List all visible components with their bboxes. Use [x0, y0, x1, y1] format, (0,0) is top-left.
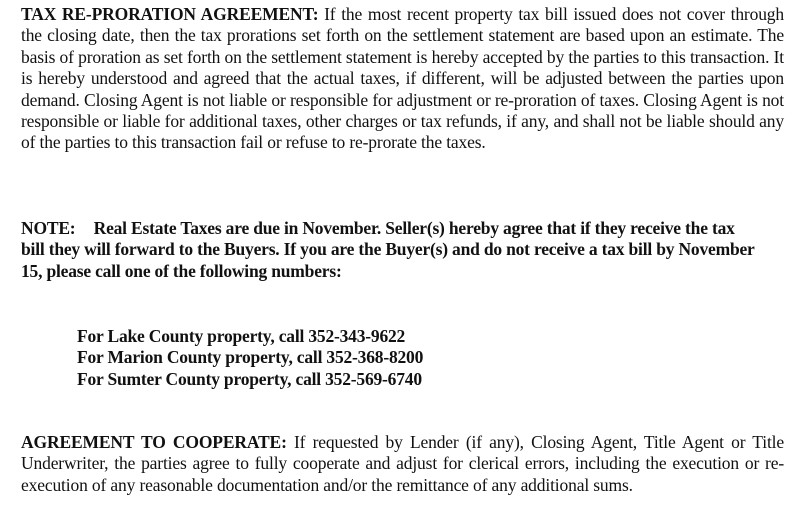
cooperate-paragraph: [21, 432, 784, 496]
cooperate-heading: AGREEMENT TO COOPERATE:: [21, 432, 287, 452]
phone-line-marion: For Marion County property, call 352-368-8200: [77, 347, 424, 368]
tax-reproration-body: If the most recent property tax bill issued does not cover through the closing date, then the tax prorations set forth on the settlement statement are based upon an estimate. The basis of proration as set forth on the settlement statement is hereby accepted by the parties to this transaction. It is hereby understood and agreed that the actual taxes, if different, will be adjusted between the parties upon demand. Closing Agent is not liable or responsible for adjustment or re-proration of taxes. Closing Agent is not responsible or liable for additional taxes, other charges or tax refunds, if any, and shall not be liable should any of the parties to this transaction fail or refuse to re-prorate the taxes.: [21, 4, 784, 153]
phone-list: [21, 326, 784, 390]
cooperate-body: If requested by Lender (if any), Closing Agent, Title Agent or Title Underwriter, the parties agree to fully cooperate and adjust for clerical errors, including the execution or re-execution of any reasonable documentation and/or the remittance of any additional sums.: [21, 432, 784, 495]
note-paragraph: [21, 218, 760, 282]
tax-reproration-heading: TAX RE-PRORATION AGREEMENT:: [21, 4, 319, 24]
note-body: Real Estate Taxes are due in November. Seller(s) hereby agree that if they receive the tax bill they will forward to the Buyers. If you are the Buyer(s) and do not receive a tax bill by November 15, please call one of the following numbers:: [21, 218, 755, 281]
phone-line-lake: For Lake County property, call 352-343-9622: [77, 326, 406, 346]
note-label: NOTE:: [21, 218, 76, 238]
phone-line-sumter: For Sumter County property, call 352-569-6740: [77, 368, 422, 389]
tax-reproration-paragraph: [21, 4, 784, 154]
